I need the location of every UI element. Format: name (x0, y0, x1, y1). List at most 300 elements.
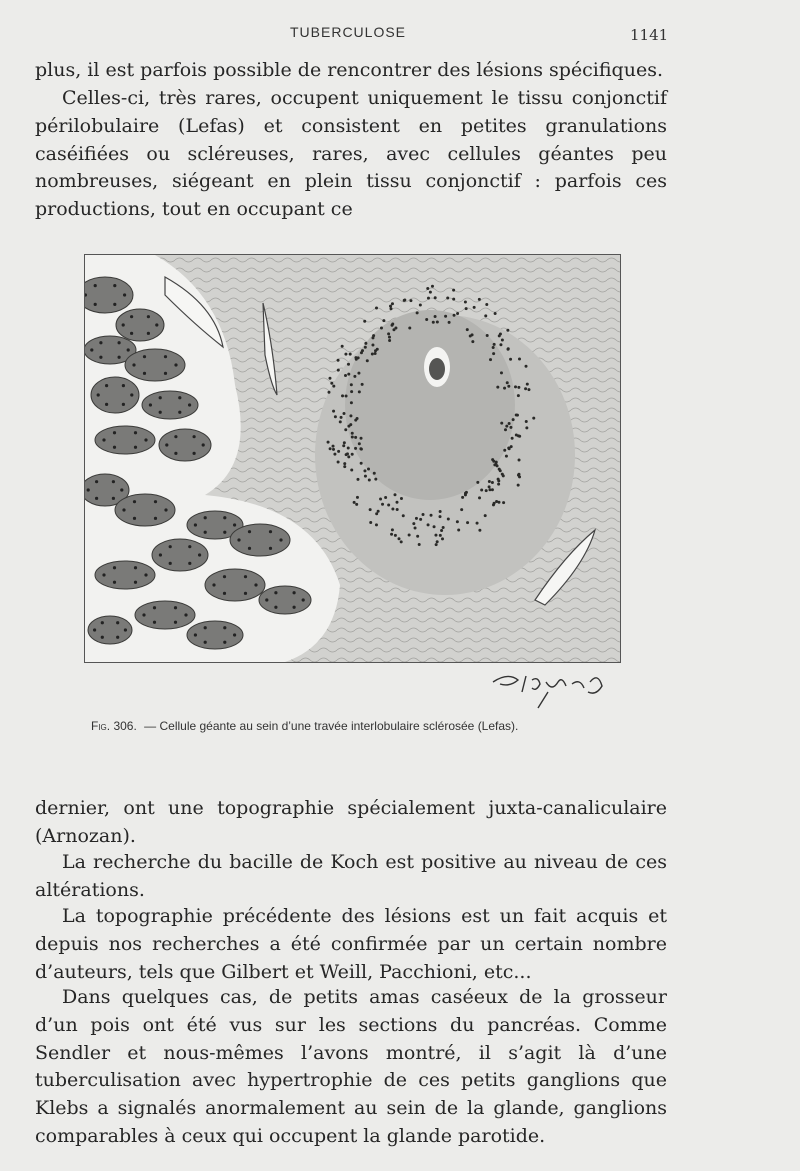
acinar-nucleus (116, 636, 119, 639)
lymphocyte-nucleus (508, 422, 511, 425)
page-header (0, 22, 800, 48)
acinar-nucleus (193, 452, 196, 455)
lymphocyte-nucleus (419, 518, 422, 521)
lymphocyte-nucleus (464, 492, 467, 495)
lymphocyte-nucleus (382, 319, 385, 322)
acinar-nucleus (164, 372, 167, 375)
lymphocyte-nucleus (332, 445, 335, 448)
lymphocyte-nucleus (364, 475, 367, 478)
lymphocyte-nucleus (388, 336, 391, 339)
acinar-nucleus (143, 355, 146, 358)
acinar-nucleus (101, 636, 104, 639)
acinar-nucleus (293, 591, 296, 594)
acinar-nucleus (122, 403, 125, 406)
acinar-nucleus (244, 575, 247, 578)
lymphocyte-nucleus (517, 434, 520, 437)
lymphocyte-nucleus (355, 503, 358, 506)
lymphocyte-nucleus (506, 381, 509, 384)
lymphocyte-nucleus (453, 314, 456, 317)
giant-cell (345, 310, 515, 500)
lymphocyte-nucleus (485, 489, 488, 492)
acinar-nucleus (113, 284, 116, 287)
acinar-nucleus (248, 530, 251, 533)
acinar-nucleus (122, 384, 125, 387)
lymphocyte-nucleus (492, 346, 495, 349)
acinar-nucleus (174, 452, 177, 455)
lymphocyte-nucleus (337, 450, 340, 453)
lymphocyte-nucleus (359, 447, 362, 450)
lymphocyte-nucleus (478, 496, 481, 499)
lymphocyte-nucleus (360, 437, 363, 440)
lymphocyte-nucleus (342, 412, 345, 415)
lymphocyte-nucleus (391, 302, 394, 305)
lymphocyte-nucleus (496, 386, 499, 389)
paragraph-confirmation: La topographie précédente des lésions est un fait acquis et depuis nos recherches a été confirmée par un certain nombre d’auteurs, tels que Gilbert et Weill, Pacchioni, etc... (35, 905, 667, 983)
lymphocyte-nucleus (514, 385, 517, 388)
lymphocyte-nucleus (345, 453, 348, 456)
lymphocyte-nucleus (360, 462, 363, 465)
lymphocyte-nucleus (343, 441, 346, 444)
lymphocyte-nucleus (439, 515, 442, 518)
acinar-nucleus (149, 403, 152, 406)
lymphocyte-nucleus (358, 390, 361, 393)
lymphocyte-nucleus (525, 420, 528, 423)
acinar-nucleus (87, 488, 90, 491)
lymphocyte-nucleus (499, 469, 502, 472)
lymphocyte-nucleus (347, 455, 350, 458)
lymphocyte-nucleus (452, 298, 455, 301)
lymphocyte-nucleus (500, 371, 503, 374)
lymphocyte-nucleus (532, 417, 535, 420)
lymphocyte-nucleus (497, 479, 500, 482)
lymphocyte-nucleus (441, 537, 444, 540)
lymphocyte-nucleus (351, 435, 354, 438)
lymphocyte-nucleus (435, 543, 438, 546)
lymphocyte-nucleus (495, 500, 498, 503)
lymphocyte-nucleus (391, 528, 394, 531)
lymphocyte-nucleus (418, 543, 421, 546)
acinar-nucleus (202, 443, 205, 446)
acinar-nucleus (165, 443, 168, 446)
lymphocyte-nucleus (414, 527, 417, 530)
acinar-nucleus (174, 621, 177, 624)
lymphocyte-nucleus (400, 497, 403, 500)
acinar-nucleus (113, 431, 116, 434)
lymphocyte-nucleus (433, 525, 436, 528)
acinar-nucleus (248, 547, 251, 550)
lymphocyte-nucleus (493, 343, 496, 346)
paragraph-continuation: plus, il est parfois possible de rencontrer des lésions spécifiques. (35, 59, 663, 81)
lymphocyte-nucleus (396, 501, 399, 504)
acinar-nucleus (144, 438, 147, 441)
acinar-nucleus (204, 641, 207, 644)
acinar-nucleus (237, 538, 240, 541)
acinar-nucleus (223, 516, 226, 519)
lymphocyte-nucleus (368, 478, 371, 481)
lymphocyte-nucleus (341, 394, 344, 397)
lymphocyte-nucleus (492, 352, 495, 355)
lymphocyte-nucleus (434, 296, 437, 299)
acinar-nucleus (134, 431, 137, 434)
lymphocyte-nucleus (347, 447, 350, 450)
lymphocyte-nucleus (502, 501, 505, 504)
lymphocyte-nucleus (350, 383, 353, 386)
lymphocyte-nucleus (389, 305, 392, 308)
lymphocyte-nucleus (349, 353, 352, 356)
acinar-nucleus (223, 531, 226, 534)
lymphocyte-nucleus (350, 390, 353, 393)
lymphocyte-nucleus (344, 353, 347, 356)
lymphocyte-nucleus (515, 414, 518, 417)
lymphocyte-nucleus (436, 320, 439, 323)
lymphocyte-nucleus (488, 480, 491, 483)
lymphocyte-nucleus (390, 533, 393, 536)
lymphocyte-nucleus (525, 426, 528, 429)
lymphocyte-nucleus (374, 478, 377, 481)
lymphocyte-nucleus (495, 461, 498, 464)
acinar-nucleus (118, 341, 121, 344)
lymphocyte-nucleus (426, 287, 429, 290)
acinar-nucleus (159, 396, 162, 399)
acinar-nucleus (178, 396, 181, 399)
lymphocyte-nucleus (364, 346, 367, 349)
lymphocyte-nucleus (444, 315, 447, 318)
acinar-nucleus (130, 332, 133, 335)
lymphocyte-nucleus (491, 481, 494, 484)
lymphocyte-nucleus (442, 526, 445, 529)
acinar-nucleus (174, 435, 177, 438)
lymphocyte-nucleus (493, 502, 496, 505)
acinar-nucleus (134, 446, 137, 449)
acinar-nucleus (147, 332, 150, 335)
acinar-nucleus (155, 323, 158, 326)
figure-caption (91, 719, 631, 733)
lymphocyte-nucleus (337, 460, 340, 463)
acinar-nucleus (204, 516, 207, 519)
acinar-nucleus (99, 341, 102, 344)
lymphocyte-nucleus (354, 447, 357, 450)
figure-number: Fig. 306. (91, 719, 137, 733)
lymphocyte-nucleus (488, 488, 491, 491)
lymphocyte-nucleus (387, 504, 390, 507)
lymphocyte-nucleus (341, 345, 344, 348)
lymphocyte-nucleus (360, 351, 363, 354)
acinar-nucleus (153, 621, 156, 624)
lymphocyte-nucleus (503, 449, 506, 452)
running-title: TUBERCULOSE (290, 24, 407, 40)
lymphocyte-nucleus (518, 475, 521, 478)
lymphocyte-nucleus (471, 340, 474, 343)
acinar-nucleus (116, 621, 119, 624)
lymphocyte-nucleus (512, 418, 515, 421)
lymphocyte-nucleus (330, 382, 333, 385)
acinar-nucleus (233, 633, 236, 636)
acinar-nucleus (105, 384, 108, 387)
lymphocyte-nucleus (364, 342, 367, 345)
lymphocyte-nucleus (465, 307, 468, 310)
acinar-nucleus (113, 581, 116, 584)
acinar-nucleus (153, 606, 156, 609)
lymphocyte-nucleus (381, 503, 384, 506)
paragraph-lesions: Celles-ci, très rares, occupent uniquement le tissu conjonctif périlobulaire (Lefas) et consistent en petites granulations caséifiées ou scléreuses, rares, avec cellules géantes peu nombreuses, siégeant en plein tissu conjonctif : parfois ces productions, tout en occupant ce (35, 87, 667, 221)
acinar-nucleus (212, 583, 215, 586)
acinar-nucleus (122, 508, 125, 511)
acinar-nucleus (184, 613, 187, 616)
lymphocyte-nucleus (367, 467, 370, 470)
lymphocyte-nucleus (387, 332, 390, 335)
lymphocyte-nucleus (394, 534, 397, 537)
lymphocyte-nucleus (332, 385, 335, 388)
lymphocyte-nucleus (478, 529, 481, 532)
lymphocyte-nucleus (517, 473, 520, 476)
lymphocyte-nucleus (391, 323, 394, 326)
acinar-nucleus (302, 598, 305, 601)
histology-illustration (85, 255, 620, 662)
lymphocyte-nucleus (416, 535, 419, 538)
acinar-nucleus (188, 545, 191, 548)
lymphocyte-nucleus (391, 507, 394, 510)
lymphocyte-nucleus (452, 289, 455, 292)
lymphocyte-nucleus (369, 508, 372, 511)
lymphocyte-nucleus (390, 307, 393, 310)
lymphocyte-nucleus (524, 387, 527, 390)
lymphocyte-nucleus (371, 344, 374, 347)
acinar-nucleus (174, 606, 177, 609)
lymphocyte-nucleus (354, 419, 357, 422)
lymphocyte-nucleus (448, 321, 451, 324)
lymphocyte-nucleus (384, 496, 387, 499)
acinar-nucleus (154, 500, 157, 503)
lymphocyte-nucleus (466, 521, 469, 524)
lymphocyte-nucleus (504, 428, 507, 431)
lymphocyte-nucleus (350, 468, 353, 471)
lymphocyte-nucleus (434, 534, 437, 537)
lymphocyte-nucleus (503, 387, 506, 390)
lymphocyte-nucleus (456, 312, 459, 315)
acinar-nucleus (97, 393, 100, 396)
lymphocyte-nucleus (366, 359, 369, 362)
lymphocyte-nucleus (415, 517, 418, 520)
lymphocyte-nucleus (429, 291, 432, 294)
lymphocyte-nucleus (476, 481, 479, 484)
lymphocyte-nucleus (497, 483, 500, 486)
lymphocyte-nucleus (485, 303, 488, 306)
lymphocyte-nucleus (363, 469, 366, 472)
acinar-nucleus (122, 323, 125, 326)
lymphocyte-nucleus (394, 493, 397, 496)
acinar-nucleus (198, 553, 201, 556)
lymphocyte-nucleus (434, 315, 437, 318)
acinar-nucleus (113, 303, 116, 306)
lymphocyte-nucleus (402, 514, 405, 517)
acinar-nucleus (169, 545, 172, 548)
lymphocyte-nucleus (457, 529, 460, 532)
acinar-nucleus (127, 348, 130, 351)
lymphocyte-nucleus (343, 462, 346, 465)
acinar-nucleus (113, 446, 116, 449)
paragraph-koch: La recherche du bacille de Koch est positive au niveau de ces altérations. (35, 851, 667, 901)
lymphocyte-nucleus (500, 422, 503, 425)
lymphocyte-nucleus (431, 285, 434, 288)
acinar-nucleus (194, 633, 197, 636)
lymphocyte-nucleus (499, 343, 502, 346)
lymphocyte-nucleus (525, 365, 528, 368)
acinar-nucleus (269, 530, 272, 533)
lymphocyte-nucleus (388, 339, 391, 342)
acinar-nucleus (274, 591, 277, 594)
acinar-nucleus (194, 523, 197, 526)
lymphocyte-nucleus (357, 372, 360, 375)
lymphocyte-nucleus (518, 459, 521, 462)
lymphocyte-nucleus (400, 540, 403, 543)
lymphocyte-nucleus (403, 299, 406, 302)
lymphocyte-nucleus (480, 488, 483, 491)
lymphocyte-nucleus (517, 484, 520, 487)
acinar-nucleus (204, 531, 207, 534)
lymphocyte-nucleus (412, 522, 415, 525)
lymphocyte-nucleus (494, 312, 497, 315)
lymphocyte-nucleus (361, 383, 364, 386)
acinar-nucleus (102, 573, 105, 576)
lymphocyte-nucleus (509, 426, 512, 429)
lymphocyte-nucleus (339, 420, 342, 423)
acinar-nucleus (188, 562, 191, 565)
acinar-nucleus (178, 411, 181, 414)
lymphocyte-nucleus (334, 415, 337, 418)
acinar-nucleus (133, 517, 136, 520)
lymphocyte-nucleus (507, 446, 510, 449)
acinar-nucleus (94, 303, 97, 306)
lymphocyte-nucleus (505, 425, 508, 428)
acinar-nucleus (102, 438, 105, 441)
acinar-nucleus (188, 403, 191, 406)
lymphocyte-nucleus (327, 391, 330, 394)
acinar-nucleus (193, 435, 196, 438)
lymphocyte-nucleus (460, 508, 463, 511)
acinar-nucleus (154, 517, 157, 520)
lymphocyte-nucleus (506, 329, 509, 332)
acinar-nucleus (204, 626, 207, 629)
lymphocyte-nucleus (427, 297, 430, 300)
acinar-nucleus (142, 613, 145, 616)
acinar-nucleus (174, 363, 177, 366)
acinar-nucleus (279, 538, 282, 541)
acinar-nucleus (113, 566, 116, 569)
page-number: 1141 (630, 26, 669, 44)
acinar-nucleus (95, 480, 98, 483)
lymphocyte-nucleus (505, 455, 508, 458)
lymphocyte-nucleus (350, 401, 353, 404)
lymphocyte-nucleus (507, 347, 510, 350)
lymphocyte-nucleus (511, 437, 514, 440)
lymphocyte-nucleus (343, 465, 346, 468)
lymphocyte-nucleus (337, 359, 340, 362)
acinar-nucleus (223, 626, 226, 629)
lymphocyte-nucleus (416, 311, 419, 314)
lymphocyte-nucleus (456, 520, 459, 523)
lymphocyte-nucleus (333, 453, 336, 456)
acinar-nucleus (223, 641, 226, 644)
acinar-nucleus (120, 488, 123, 491)
lymphocyte-nucleus (518, 358, 521, 361)
lymphocyte-nucleus (464, 301, 467, 304)
acinar-nucleus (254, 583, 257, 586)
lymphocyte-nucleus (436, 540, 439, 543)
acinar-nucleus (105, 403, 108, 406)
acinar-nucleus (293, 606, 296, 609)
lymphocyte-nucleus (447, 517, 450, 520)
paragraph-topography: dernier, ont une topographie spécialement juxta-canaliculaire (Arnozan). (35, 797, 667, 847)
acinar-nucleus (90, 348, 93, 351)
acinar-nucleus (159, 411, 162, 414)
lymphocyte-nucleus (419, 304, 422, 307)
lymphocyte-nucleus (427, 523, 430, 526)
lymphocyte-nucleus (509, 358, 512, 361)
acinar-nucleus (233, 523, 236, 526)
lymphocyte-nucleus (327, 441, 330, 444)
lymphocyte-nucleus (373, 472, 376, 475)
lymphocyte-nucleus (486, 334, 489, 337)
lymphocyte-nucleus (488, 485, 491, 488)
lymphocyte-nucleus (461, 496, 464, 499)
lymphocyte-nucleus (422, 513, 425, 516)
lymphocyte-nucleus (440, 529, 443, 532)
lymphocyte-nucleus (342, 444, 345, 447)
lymphocyte-nucleus (408, 327, 411, 330)
acinar-nucleus (118, 356, 121, 359)
lymphocyte-nucleus (349, 414, 352, 417)
lymphocyte-nucleus (337, 369, 340, 372)
lymphocyte-nucleus (351, 453, 354, 456)
lymphocyte-nucleus (473, 306, 476, 309)
paragraph-caseous: Dans quelques cas, de petits amas caséeux de la grosseur d’un pois ont été vus sur les sections du pancréas. Comme Sendler et nous-mêmes l’avons montré, il s’agit là d’une tuberculisation avec hypertrophie de ces petits ganglions que Klebs a signalés anormalement au sein de la glande, ganglions comparables à ceux qui occupent la glande parotide. (35, 986, 667, 1147)
lymphocyte-nucleus (432, 321, 435, 324)
acinar-nucleus (269, 547, 272, 550)
lymphocyte-nucleus (396, 508, 399, 511)
lymphocyte-nucleus (507, 385, 510, 388)
lymphocyte-nucleus (371, 352, 374, 355)
lymphocyte-nucleus (408, 533, 411, 536)
lymphocyte-nucleus (469, 334, 472, 337)
figure-caption-text: — Cellule géante au sein d’une travée interlobulaire sclérosée (Lefas). (144, 719, 519, 733)
acinar-nucleus (144, 573, 147, 576)
lymphocyte-nucleus (332, 448, 335, 451)
lymphocyte-nucleus (478, 298, 481, 301)
lymphocyte-nucleus (527, 388, 530, 391)
artist-signature (488, 662, 623, 712)
acinar-nucleus (133, 500, 136, 503)
lymphocyte-nucleus (340, 416, 343, 419)
lymphocyte-nucleus (430, 514, 433, 517)
lymphocyte-nucleus (526, 383, 529, 386)
lymphocyte-nucleus (353, 375, 356, 378)
acinar-nucleus (244, 592, 247, 595)
acinar-nucleus (169, 562, 172, 565)
lymphocyte-nucleus (328, 377, 331, 380)
lymphocyte-nucleus (354, 356, 357, 359)
acinar-nucleus (159, 553, 162, 556)
acinar-nucleus (99, 356, 102, 359)
lymphocyte-nucleus (347, 363, 350, 366)
lymphocyte-nucleus (354, 436, 357, 439)
lymphocyte-nucleus (501, 339, 504, 342)
lymphocyte-nucleus (375, 307, 378, 310)
acinar-nucleus (265, 598, 268, 601)
lymphocyte-nucleus (356, 478, 359, 481)
acinar-nucleus (164, 355, 167, 358)
lymphocyte-nucleus (344, 374, 347, 377)
lymphocyte-nucleus (517, 386, 520, 389)
